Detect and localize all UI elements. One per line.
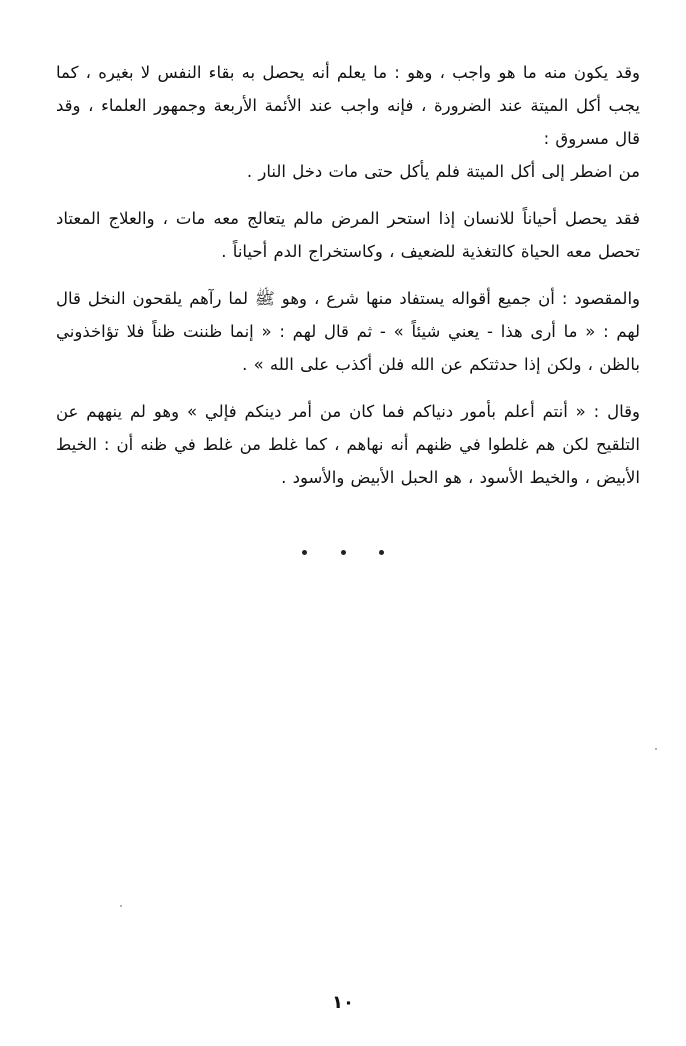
- separator-dot: [302, 550, 307, 555]
- paragraph-pollination-hadith: والمقصود : أن جميع أقواله يستفاد منها شرع ، وهو ﷺ لما رآهم يلقحون النخل قال لهم : « ما أرى هذا - يعني شيئاً » - ثم قال لهم : « إنما ظننت ظناً فلا تؤاخذوني بالظن ، ولكن إذا حدثتكم عن الله فلن أكذب على الله » .: [56, 289, 640, 374]
- paragraph-necessity: وقد يكون منه ما هو واجب ، وهو : ما يعلم أنه يحصل به بقاء النفس لا بغيره ، كما يجب أكل الميتة عند الضرورة ، فإنه واجب عند الأئمة الأربعة وجمهور العلماء ، وقد قال مسروق :: [56, 63, 640, 148]
- body-text: [56, 56, 640, 494]
- separator-dot: [379, 550, 384, 555]
- paragraph-treatment: فقد يحصل أحياناً للانسان إذا استحر المرض مالم يتعالج معه مات ، والعلاج المعتاد تحصل معه الحياة كالتغذية للضعيف ، وكاستخراج الدم أحياناً .: [56, 209, 640, 261]
- separator-dot: [341, 550, 346, 555]
- paragraph-worldly-affairs: وقال : « أنتم أعلم بأمور دنياكم فما كان من أمر دينكم فإلي » وهو لم ينههم عن التلقيح لكن هم غلطوا في ظنهم أنه نهاهم ، كما غلط من غلط في ظنه أن : الخيط الأبيض ، والخيط الأسود ، هو الحبل الأبيض والأسود .: [56, 402, 640, 487]
- page-number: ١٠: [332, 992, 354, 1013]
- paper-speck: [120, 905, 122, 907]
- paper-speck: [655, 748, 657, 750]
- paragraph-masruq-quote: من اضطر إلى أكل الميتة فلم يأكل حتى مات دخل النار .: [246, 162, 640, 181]
- section-separator: [0, 540, 686, 559]
